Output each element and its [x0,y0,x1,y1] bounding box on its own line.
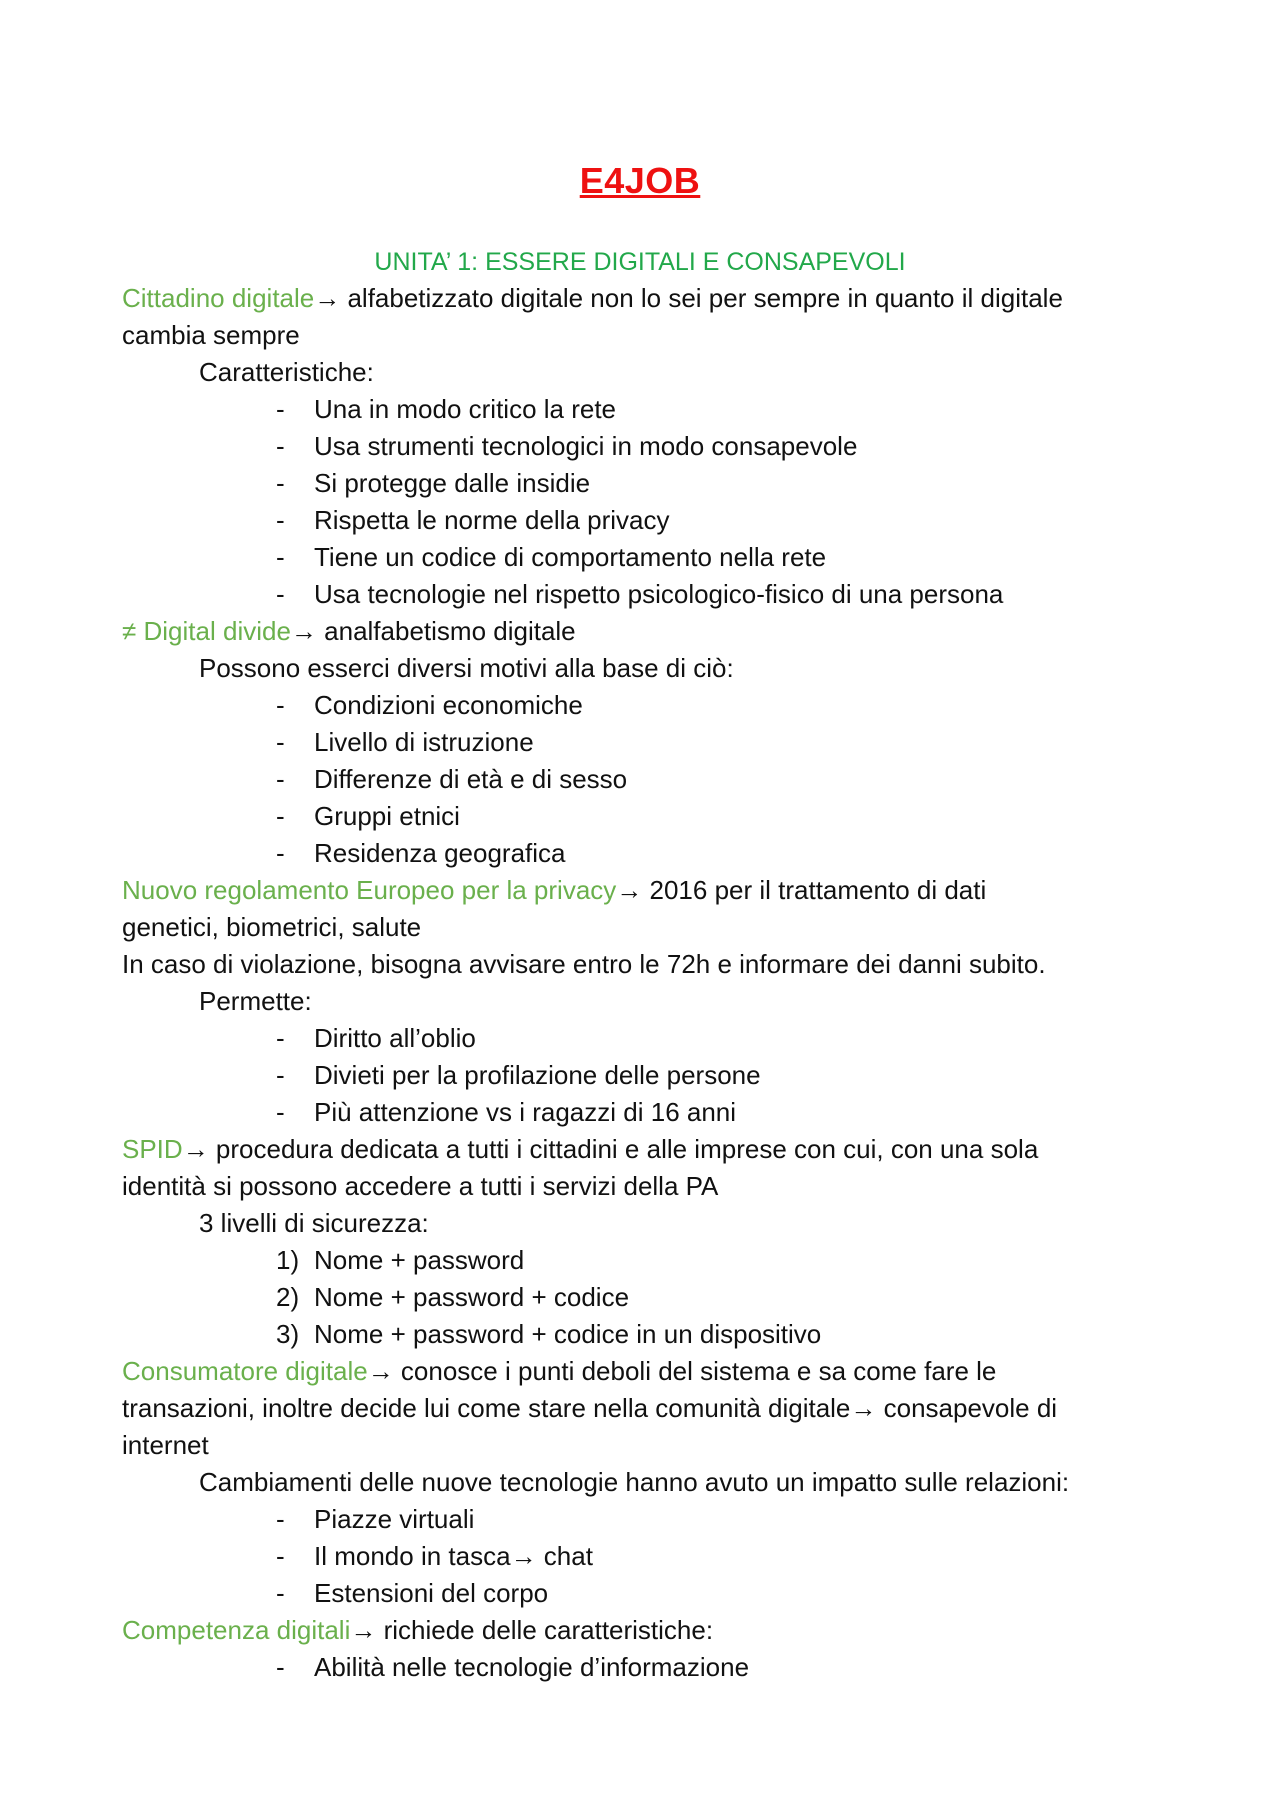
cittadino-text-1: alfabetizzato digitale non lo sei per sempre in quanto il digitale [340,283,1063,313]
list-item [122,428,1162,465]
dash-bullet: - [276,801,285,831]
list-item [122,687,1162,724]
document-body [122,280,1162,1686]
item-number: 1) [276,1245,300,1275]
list-item [122,835,1162,872]
divide-subheading: Possono esserci diversi motivi alla base di ciò: [199,653,734,683]
spid-subheading: 3 livelli di sicurezza: [199,1208,429,1238]
arrow-icon: → [850,1393,877,1423]
cittadino-text-2: cambia sempre [122,320,300,350]
list-item-text: Differenze di età e di sesso [314,764,628,794]
dash-bullet: - [276,542,285,572]
numbered-item [122,1316,1162,1353]
unit-heading: UNITA’ 1: ESSERE DIGITALI E CONSAPEVOLI [374,248,906,276]
list-item [122,798,1162,835]
list-item [122,576,1162,613]
list-item-text: Abilità nelle tecnologie d’informazione [314,1652,750,1682]
list-item-text: Usa tecnologie nel rispetto psicologico-fisico di una persona [314,579,1004,609]
list-item [122,1575,1162,1612]
list-item [122,391,1162,428]
list-item-text: Estensioni del corpo [314,1578,549,1608]
regolamento-text-3: In caso di violazione, bisogna avvisare entro le 72h e informare dei danni subito. [122,949,1046,979]
consumatore-subheading: Cambiamenti delle nuove tecnologie hanno avuto un impatto sulle relazioni: [199,1467,1070,1497]
list-item-text: Nome + password [314,1245,525,1275]
regolamento-subheading: Permette: [199,986,312,1016]
dash-bullet: - [276,505,285,535]
cittadino-definition [122,280,1162,317]
consumatore-text-2 [122,1390,1162,1427]
cittadino-subheading: Caratteristiche: [199,357,374,387]
list-item-text: Piazze virtuali [314,1504,475,1534]
regolamento-definition [122,872,1162,909]
dash-bullet: - [276,727,285,757]
regolamento-text-2: genetici, biometrici, salute [122,912,422,942]
arrow-icon: → [510,1541,537,1571]
list-item-text-after-arrow: chat [536,1541,593,1571]
spid-definition [122,1131,1162,1168]
competenza-text: richiede delle caratteristiche: [376,1615,714,1645]
dash-bullet: - [276,690,285,720]
list-item-text: Usa strumenti tecnologici in modo consapevole [314,431,858,461]
arrow-icon: → [182,1134,209,1164]
arrow-icon: → [314,283,341,313]
divide-text: analfabetismo digitale [316,616,576,646]
list-item [122,1501,1162,1538]
regolamento-text-1: 2016 per il trattamento di dati [642,875,987,905]
list-item-text: Il mondo in tasca [314,1541,511,1571]
competenza-definition [122,1612,1162,1649]
list-item-text: Diritto all’oblio [314,1023,476,1053]
divide-definition [122,613,1162,650]
dash-bullet: - [276,1541,285,1571]
term-regolamento-privacy: Nuovo regolamento Europeo per la privacy [122,875,617,905]
list-item [122,1538,1162,1575]
term-spid: SPID [122,1134,183,1164]
consumatore-text-2a: transazioni, inoltre decide lui come stare nella comunità digitale [122,1393,851,1423]
dash-bullet: - [276,394,285,424]
list-item [122,1020,1162,1057]
document-title: E4JOB [579,160,701,201]
list-item-text: Livello di istruzione [314,727,534,757]
consumatore-text-1: conosce i punti deboli del sistema e sa come fare le [393,1356,997,1386]
dash-bullet: - [276,579,285,609]
list-item [122,502,1162,539]
not-equal-symbol: ≠ [122,616,137,646]
dash-bullet: - [276,1023,285,1053]
dash-bullet: - [276,838,285,868]
list-item-text: Più attenzione vs i ragazzi di 16 anni [314,1097,737,1127]
numbered-item [122,1242,1162,1279]
dash-bullet: - [276,764,285,794]
term-competenza-digitali: Competenza digitali [122,1615,351,1645]
term-digital-divide: Digital divide [136,616,291,646]
list-item [122,1094,1162,1131]
list-item [122,465,1162,502]
consumatore-text-2b: consapevole di [876,1393,1058,1423]
consumatore-definition [122,1353,1162,1390]
term-consumatore-digitale: Consumatore digitale [122,1356,368,1386]
dash-bullet: - [276,1097,285,1127]
list-item-text: Si protegge dalle insidie [314,468,591,498]
arrow-icon: → [616,875,643,905]
dash-bullet: - [276,1504,285,1534]
term-cittadino-digitale: Cittadino digitale [122,283,315,313]
list-item-text: Gruppi etnici [314,801,460,831]
dash-bullet: - [276,468,285,498]
list-item-text: Rispetta le norme della privacy [314,505,670,535]
arrow-icon: → [290,616,317,646]
list-item-text: Nome + password + codice [314,1282,630,1312]
dash-bullet: - [276,1578,285,1608]
list-item [122,539,1162,576]
list-item [122,1057,1162,1094]
list-item-text: Condizioni economiche [314,690,583,720]
spid-text-1: procedura dedicata a tutti i cittadini e alle imprese con cui, con una sola [208,1134,1039,1164]
list-item-text: Nome + password + codice in un dispositivo [314,1319,822,1349]
list-item [122,761,1162,798]
dash-bullet: - [276,1652,285,1682]
list-item-text: Residenza geografica [314,838,566,868]
list-item-text: Una in modo critico la rete [314,394,617,424]
item-number: 3) [276,1319,300,1349]
list-item-text: Divieti per la profilazione delle persone [314,1060,761,1090]
spid-text-2: identità si possono accedere a tutti i servizi della PA [122,1171,719,1201]
list-item [122,724,1162,761]
consumatore-text-3: internet [122,1430,209,1460]
item-number: 2) [276,1282,300,1312]
list-item [122,1649,1162,1686]
arrow-icon: → [367,1356,394,1386]
dash-bullet: - [276,1060,285,1090]
arrow-icon: → [350,1615,377,1645]
list-item-text: Tiene un codice di comportamento nella rete [314,542,827,572]
dash-bullet: - [276,431,285,461]
numbered-item [122,1279,1162,1316]
